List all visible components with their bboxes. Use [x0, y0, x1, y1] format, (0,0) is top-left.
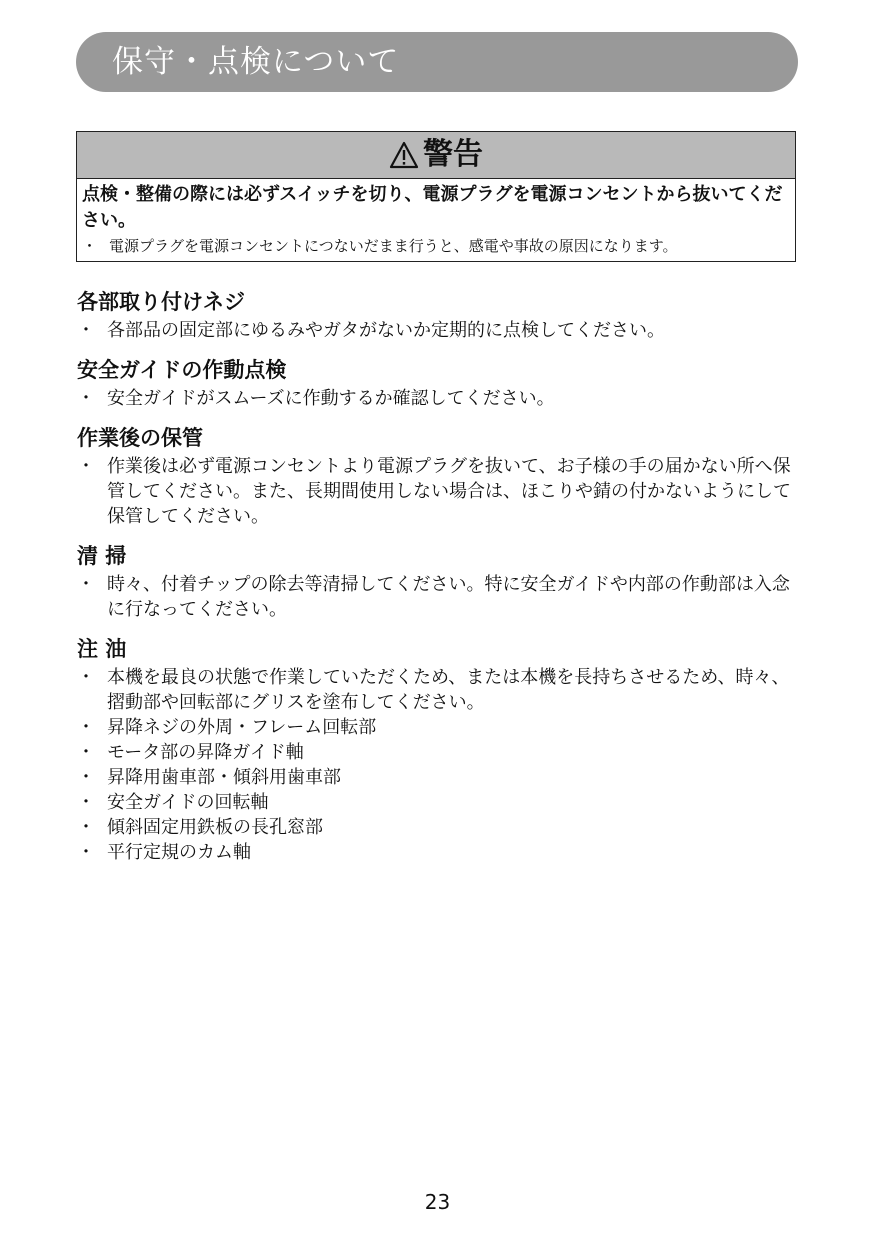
list-item — [77, 386, 799, 411]
section-heading: 注 油 — [77, 637, 127, 661]
warning-box — [76, 131, 796, 262]
list-item — [77, 840, 799, 865]
warning-note-text: 電源プラグを電源コンセントにつないだまま行うと、感電や事故の原因になります。 — [109, 237, 678, 255]
warning-body — [77, 179, 795, 261]
section-heading: 安全ガイドの作動点検 — [77, 358, 287, 382]
section-cleaning — [77, 540, 799, 622]
bullet-mark: ・ — [77, 667, 95, 688]
list-item — [77, 572, 799, 622]
list-item-text: 昇降用歯車部・傾斜用歯車部 — [107, 767, 341, 788]
list-item — [77, 318, 799, 343]
bullet-mark: ・ — [77, 767, 95, 788]
bullet-mark: ・ — [77, 842, 95, 863]
section-lubrication — [77, 633, 799, 865]
list-item-text: 作業後は必ず電源コンセントより電源プラグを抜いて、お子様の手の届かない所へ保管してください。また、長期間使用しない場合は、ほこりや錆の付かないようにして保管してください。 — [107, 456, 791, 527]
header-banner — [76, 32, 798, 92]
list-item-text: 本機を最良の状態で作業していただくため、または本機を長持ちさせるため、時々、摺動部や回転部にグリスを塗布してください。 — [107, 667, 790, 713]
section-heading: 作業後の保管 — [77, 426, 203, 450]
bullet-mark: ・ — [77, 320, 95, 341]
warning-header — [77, 132, 795, 179]
warning-title: 警告 — [423, 137, 483, 172]
list-item — [77, 454, 799, 529]
page-title: 保守・点検について — [112, 44, 400, 80]
bullet-mark: ・ — [77, 792, 95, 813]
list-item — [77, 715, 799, 740]
bullet-mark: ・ — [77, 817, 95, 838]
section-safety-guide — [77, 354, 799, 411]
maintenance-sections — [77, 286, 799, 865]
page-number: 23 — [424, 1190, 451, 1214]
list-item — [77, 765, 799, 790]
bullet-mark: ・ — [77, 456, 95, 477]
list-item — [77, 815, 799, 840]
list-item — [77, 740, 799, 765]
list-item-text: 安全ガイドがスムーズに作動するか確認してください。 — [107, 388, 555, 409]
bullet-mark: ・ — [82, 237, 98, 255]
list-item — [77, 665, 799, 715]
section-storage — [77, 422, 799, 529]
section-screws — [77, 286, 799, 343]
bullet-mark: ・ — [77, 388, 95, 409]
bullet-mark: ・ — [77, 574, 95, 595]
warning-main-text: 点検・整備の際には必ずスイッチを切り、電源プラグを電源コンセントから抜いてください。 — [82, 184, 783, 231]
list-item — [77, 790, 799, 815]
list-item-text: 昇降ネジの外周・フレーム回転部 — [107, 717, 377, 738]
list-item-text: 安全ガイドの回転軸 — [107, 792, 269, 813]
section-heading: 各部取り付けネジ — [77, 290, 245, 314]
list-item-text: 時々、付着チップの除去等清掃してください。特に安全ガイドや内部の作動部は入念に行なってください。 — [107, 574, 790, 620]
list-item-text: 各部品の固定部にゆるみやガタがないか定期的に点検してください。 — [107, 320, 665, 341]
bullet-mark: ・ — [77, 742, 95, 763]
list-item-text: モータ部の昇降ガイド軸 — [107, 742, 304, 763]
bullet-mark: ・ — [77, 717, 95, 738]
section-heading: 清 掃 — [77, 544, 127, 568]
warning-triangle-icon — [389, 141, 419, 169]
warning-note — [82, 236, 789, 257]
list-item-text: 平行定規のカム軸 — [107, 842, 251, 863]
list-item-text: 傾斜固定用鉄板の長孔窓部 — [107, 817, 323, 838]
